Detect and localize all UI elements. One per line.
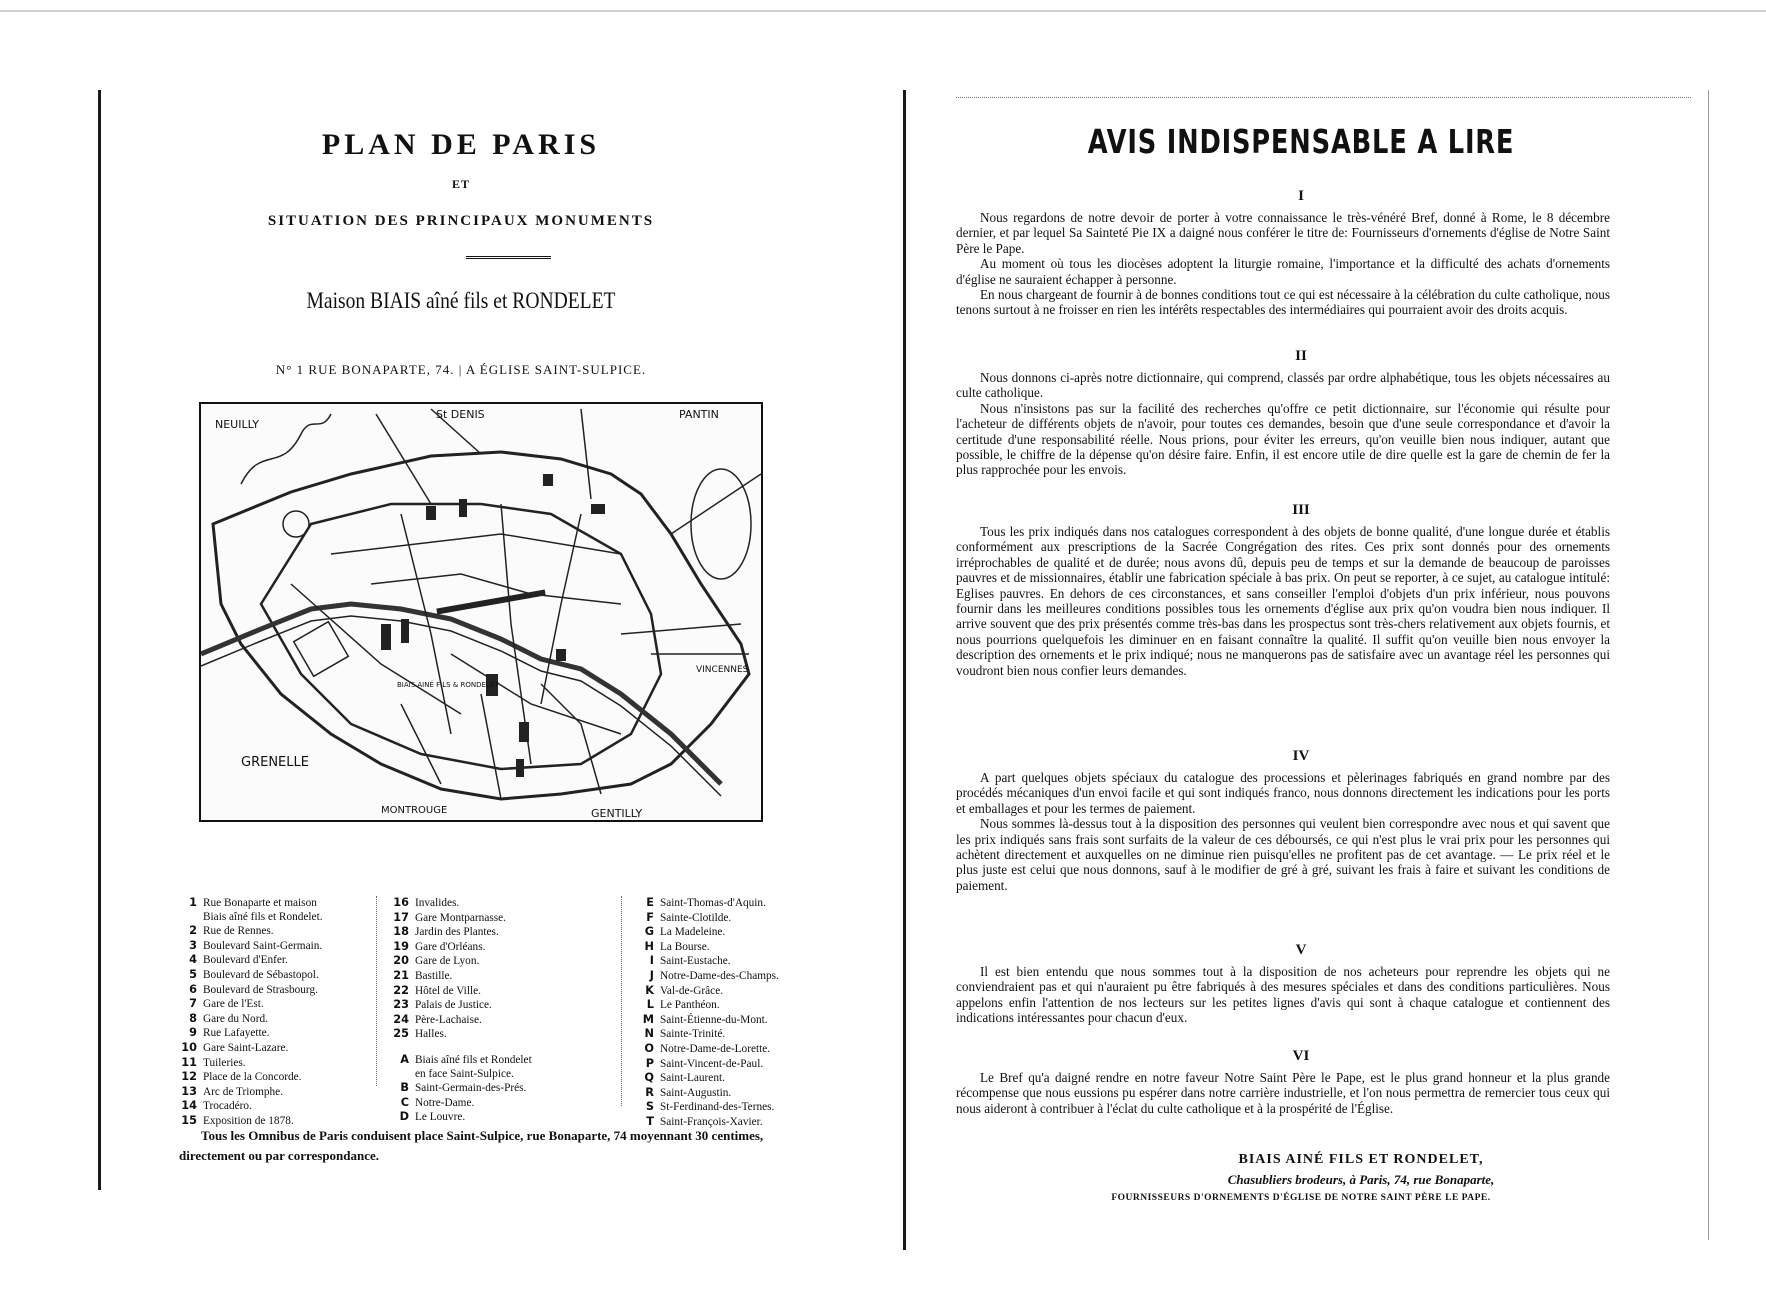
legend-item: 6 Boulevard de Strasbourg. xyxy=(189,982,318,996)
section-numeral: V xyxy=(1295,942,1307,958)
legend-item: 23 Palais de Justice. xyxy=(393,998,492,1012)
section-numeral: II xyxy=(1295,348,1307,364)
legend-item: N Sainte-Trinité. xyxy=(644,1027,726,1041)
section-1-text: Nous regardons de notre devoir de porter à votre connaissance le très-vénéré Bref, donné à Rome, le 8 décembre dernier, et par lequel Sa Sainteté Pie IX a daigné nous conférer le titre de: Fournisseurs d'ornements d'église de Notre Saint Père le Pape. Au moment où tous les diocèses adoptent la liturgie romaine, l'importance et la difficulté des achats d'ornements d'église ne sauraient échapper à personne. En nous chargeant de fournir à de bonnes conditions tout ce qui est nécessaire à la célébration du culte catholique, nous tenons surtout à ne froisser en rien les intérêts respectables des intermédiaires qui pourraient avoir des droits acquis. xyxy=(956,210,1610,318)
section-numeral: IV xyxy=(1292,748,1310,764)
legend-item: 3 Boulevard Saint-Germain. xyxy=(189,938,323,952)
section-2-text: Nous donnons ci-après notre dictionnaire, qui comprend, classés par ordre alphabétique, tous les objets nécessaires au culte catholique. Nous n'insistons pas sur la facilité des recherches qu'offre ce petit dictionnaire, sur l'économie qui résulte pour l'acheteur de différents objets de n'avoir, pour toutes ces demandes, besoin que d'une seule correspondance et d'avoir la certitude d'une responsabilité réelle. Nous prions, pour éviter les erreurs, qu'on veuille bien nous indiquer, autant que possible, le chiffre de la dépense qu'on désire faire. Enfin, il est encore utile de dire quelle est la gare de chemin de fer la plus rapprochée pour les envois. xyxy=(956,370,1610,478)
signature-name: BIAIS AINÉ FILS ET RONDELET, xyxy=(1238,1152,1484,1167)
page-edge xyxy=(1708,90,1709,1240)
legend-item: I Saint-Eustache. xyxy=(649,954,731,968)
legend-column-2 xyxy=(391,896,532,1125)
legend-item: R Saint-Augustin. xyxy=(645,1085,732,1099)
legend-item: 1 Rue Bonaparte et maison xyxy=(189,896,317,909)
legend-item: Q Saint-Laurent. xyxy=(644,1071,725,1085)
maison-name: Maison BIAIS aîné fils et RONDELET xyxy=(306,288,616,313)
map-label-vincennes: VINCENNES xyxy=(696,665,749,675)
map-label-pantin: PANTIN xyxy=(679,408,719,421)
legend-item: C Notre-Dame. xyxy=(400,1095,475,1109)
section-6-text: Le Bref qu'a daigné rendre en notre faveur Notre Saint Père le Pape, est le plus grand honneur et la plus grande récompense que nous eussions pu espérer dans notre carrière industrielle, et l'on nous permettra de remercier tous ceux qui nous aideront à contribuer à l'éclat du culte catholique et à la prospérité de l'Église. xyxy=(956,1070,1610,1116)
legend-separator xyxy=(621,896,622,1106)
legend-item: F Sainte-Clotilde. xyxy=(646,910,732,924)
legend-item: P Saint-Vincent-de-Paul. xyxy=(645,1056,764,1070)
legend-item: Biais aîné fils et Rondelet. xyxy=(203,910,323,923)
right-page xyxy=(903,90,1696,1250)
legend-item: 12 Place de la Concorde. xyxy=(181,1070,302,1084)
legend-item: en face Saint-Sulpice. xyxy=(415,1067,514,1080)
legend-item: 4 Boulevard d'Enfer. xyxy=(189,953,288,967)
map-label-neuilly: NEUILLY xyxy=(215,418,259,431)
plan-title: PLAN DE PARIS xyxy=(321,128,601,161)
legend-item: 17 Gare Montparnasse. xyxy=(393,910,506,924)
legend-item: B Saint-Germain-des-Prés. xyxy=(400,1081,527,1095)
legend-item: 2 Rue de Rennes. xyxy=(189,924,274,938)
legend-item: 25 Halles. xyxy=(393,1027,447,1041)
left-page xyxy=(98,90,821,1190)
section-numeral: VI xyxy=(1292,1048,1310,1064)
legend-column-1 xyxy=(179,896,323,1129)
paris-map-drawing xyxy=(201,404,761,820)
legend-item: 8 Gare du Nord. xyxy=(189,1011,268,1025)
section-numeral: I xyxy=(1298,188,1304,204)
plan-et: ET xyxy=(451,177,470,191)
plan-subtitle: SITUATION DES PRINCIPAUX MONUMENTS xyxy=(267,213,655,229)
legend-item: 19 Gare d'Orléans. xyxy=(393,939,486,953)
scan-top-line xyxy=(0,10,1766,12)
legend-item: 15 Exposition de 1878. xyxy=(181,1113,294,1127)
legend-item: D Le Louvre. xyxy=(399,1110,466,1124)
legend-item: S St-Ferdinand-des-Ternes. xyxy=(645,1100,775,1114)
map-label-grenelle: GRENELLE xyxy=(241,755,309,770)
section-5-text: Il est bien entendu que nous sommes tout à la disposition de nos acheteurs pour reprendre les objets qui ne conviendraient pas et qui n'auraient pu être fabriqués à des mesures spéciales et dans des conditions particulières. Nous appelons enfin l'attention de nos lecteurs sur les petites lignes d'avis qui sont à chaque catalogue et contiennent des indications intéressantes pour chacun d'eux. xyxy=(956,964,1610,1026)
legend-item: 18 Jardin des Plantes. xyxy=(393,925,499,939)
legend-item: 16 Invalides. xyxy=(393,896,460,909)
legend-item: 10 Gare Saint-Lazare. xyxy=(181,1040,289,1054)
legend-item: A Biais aîné fils et Rondelet xyxy=(400,1052,532,1066)
legend-item: O Notre-Dame-de-Lorette. xyxy=(644,1041,771,1055)
legend-item: M Saint-Étienne-du-Mont. xyxy=(642,1012,768,1026)
signature-title: FOURNISSEURS D'ORNEMENTS D'ÉGLISE DE NOTRE SAINT PÈRE LE PAPE. xyxy=(1111,1193,1491,1203)
legend-item: 22 Hôtel de Ville. xyxy=(393,983,481,997)
section-numeral: III xyxy=(1292,502,1310,518)
omnibus-note: Tous les Omnibus de Paris conduisent place Saint-Sulpice, rue Bonaparte, 74 moyennant 30 centimes, directement ou par correspondance. xyxy=(179,1128,764,1163)
legend-item: L Le Panthéon. xyxy=(646,998,720,1012)
address-line: N° 1 RUE BONAPARTE, 74. | A ÉGLISE SAINT-SULPICE. xyxy=(275,362,647,377)
legend-item: H La Bourse. xyxy=(644,939,710,953)
legend-item: K Val-de-Grâce. xyxy=(645,983,724,997)
signature-address: Chasubliers brodeurs, à Paris, 74, rue Bonaparte, xyxy=(1227,1172,1495,1187)
legend-item: E Saint-Thomas-d'Aquin. xyxy=(646,896,766,909)
legend-item: 7 Gare de l'Est. xyxy=(189,997,264,1011)
paris-map xyxy=(199,402,763,822)
map-label-st-denis: St DENIS xyxy=(436,408,485,421)
legend-separator xyxy=(376,896,377,1086)
legend-item: 20 Gare de Lyon. xyxy=(393,954,480,968)
legend-item: 24 Père-Lachaise. xyxy=(393,1012,482,1026)
map-label-montrouge: MONTROUGE xyxy=(381,805,448,816)
map-label-biais: BIAIS AINÉ FILS & RONDELET xyxy=(397,681,499,689)
section-3-text: Tous les prix indiqués dans nos catalogues correspondent à des objets de bonne qualité, d'une longue durée et établis conformément aux prescriptions de la Sacrée Congrégation des rites. Ces prix sont donnés pour des ornements irréprochables de qualité et de durée; nous avons dû, depuis peu de temps et sur la demande de beaucoup de paroisses pauvres et de missionnaires, établir une fabrication spéciale à bas prix. On peut se reporter, à ce sujet, au catalogue intitulé: Eglises pauvres. En dehors de ces circonstances, et sans conseiller l'emploi d'objets d'un prix inférieur, nous pouvons fournir dans les meilleures conditions possibles tous les ornements d'église aux prix qu'on voudra bien nous indiquer. Il arrive souvent que des prix présentés comme très-bas dans les prospectus sont très-chers relativement aux objets fournis, et nous pourrions quelquefois les diminuer en en faisant connaître la qualité. Il suffit qu'on veuille bien nous envoyer la description des ornements et le prix indiqué; nous ne manquerons pas de satisfaire avec un avantage réel les personnes qui voudront bien nous confier leurs demandes. xyxy=(956,524,1610,678)
legend-item: 14 Trocadéro. xyxy=(181,1099,252,1113)
legend-item: 5 Boulevard de Sébastopol. xyxy=(189,967,319,981)
legend-item: T Saint-François-Xavier. xyxy=(646,1114,763,1128)
legend-item: 13 Arc de Triomphe. xyxy=(181,1084,284,1098)
map-label-gentilly: GENTILLY xyxy=(591,807,643,820)
legend-item: G La Madeleine. xyxy=(644,925,726,939)
title-rule xyxy=(466,256,551,259)
legend-item: 11 Tuileries. xyxy=(181,1055,246,1069)
legend-column-3 xyxy=(636,896,779,1130)
avis-title: AVIS INDISPENSABLE A LIRE xyxy=(1087,122,1515,161)
section-4-text: A part quelques objets spéciaux du catalogue des processions et pèlerinages fabriqués en grand nombre par des procédés mécaniques d'un envoi facile et qui sont indiqués franco, nous donnons directement les indications pour les ports et emballages et pour les termes de paiement. Nous sommes là-dessus tout à la disposition des personnes qui veulent bien correspondre avec nous et qui savent que les prix indiqués sans frais sont surfaits de la valeur de ces déboursés, ce qui n'est plus le vrai prix pour les personnes qui achètent directement et auxquelles on ne diminue rien puisqu'elles ne profitent pas de cet avantage. — Le prix réel et le plus juste est celui que nous donnons, sauf à le modifier de gré à gré, suivant les frais à faire et suivant les conditions de paiement. xyxy=(956,770,1610,893)
legend-item: J Notre-Dame-des-Champs. xyxy=(649,968,779,982)
legend-item: 21 Bastille. xyxy=(393,968,453,982)
legend-item: 9 Rue Lafayette. xyxy=(189,1026,270,1040)
